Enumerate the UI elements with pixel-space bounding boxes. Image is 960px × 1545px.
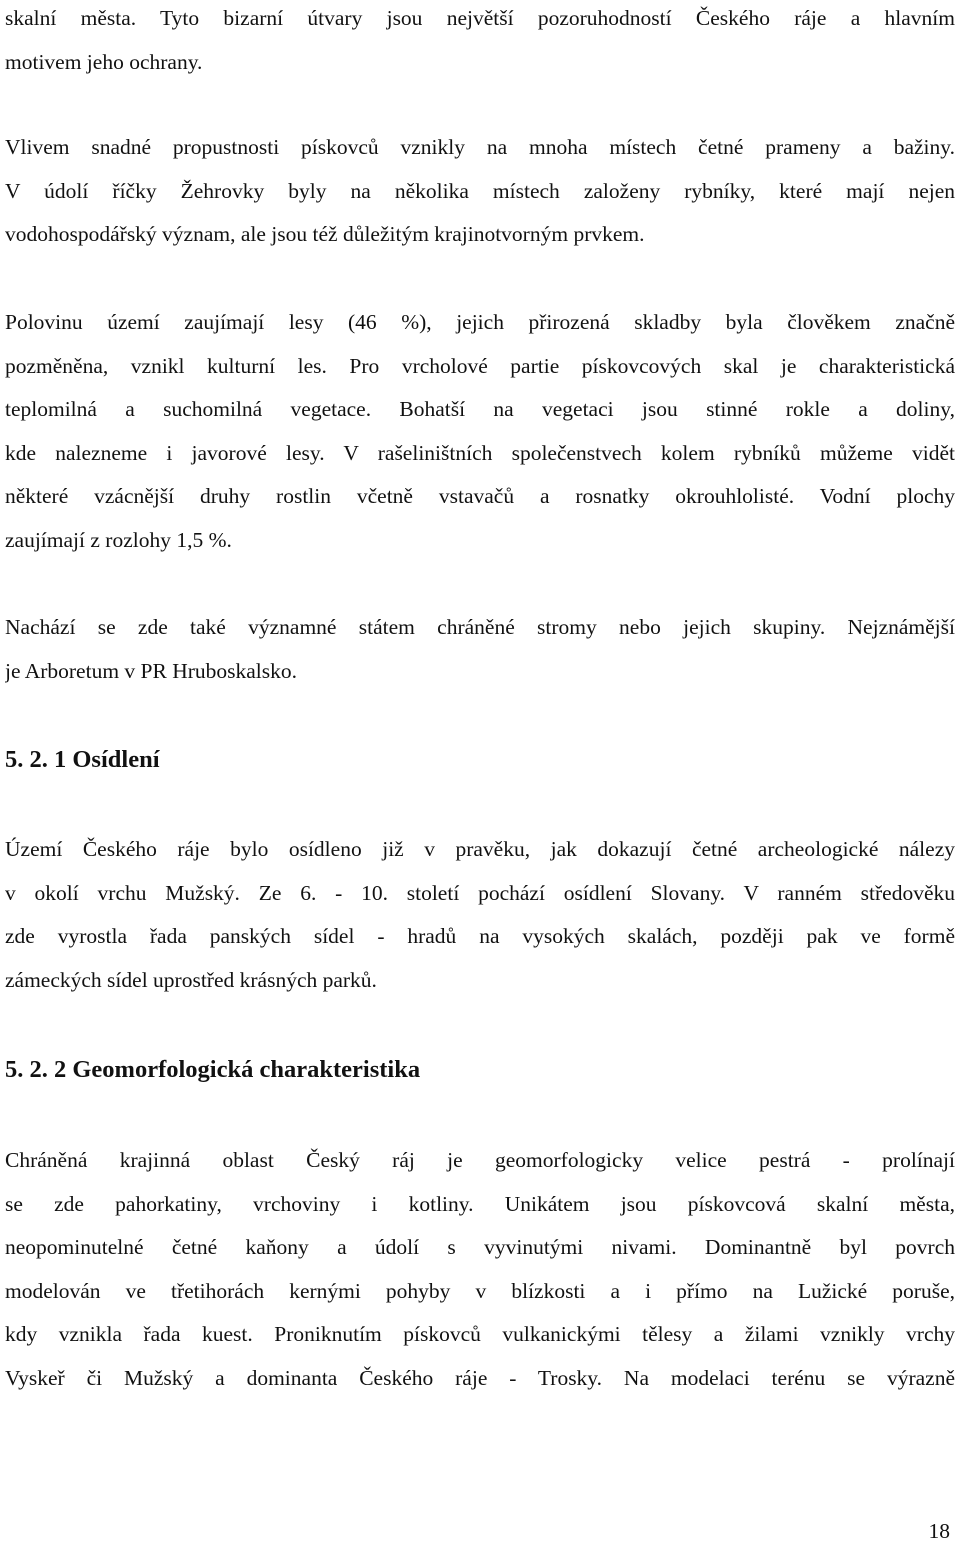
text-line: Polovinu území zaujímají lesy (46 %), jejich přirozená skladby byla člověkem značně [5,310,955,334]
text-line: se zde pahorkatiny, vrchoviny i kotliny. Unikátem jsou pískovcová skalní města, [5,1191,955,1216]
text-line: Vyskeř či Mužský a dominanta Českého ráje - Trosky. Na modelaci terénu se výrazně [5,1365,955,1390]
text-line: neopominutelné četné kaňony a údolí s vyvinutými nivami. Dominantně byl povrch [5,1235,955,1259]
paragraph-geomorfologie [5,1139,955,1400]
section-heading-geomorfologie: 5. 2. 2 Geomorfologická charakteristika [5,1056,421,1083]
text-line: kde nalezneme i javorové lesy. V rašeliništních společenstvech kolem rybníků můžeme vidět [5,440,955,465]
text-line: skalní města. Tyto bizarní útvary jsou největší pozoruhodností Českého ráje a hlavním [5,6,955,30]
text-line: Vlivem snadné propustnosti pískovců vznikly na mnoha místech četné prameny a bažiny. [5,135,955,159]
page-number: 18 [928,1519,950,1543]
text-line: Území Českého ráje bylo osídleno již v pravěku, jak dokazují četné archeologické nálezy [5,837,955,861]
text-line: kdy vznikla řada kuest. Proniknutím pískovců vulkanickými tělesy a žilami vznikly vrchy [5,1322,955,1346]
text-line: Chráněná krajinná oblast Český ráj je geomorfologicky velice pestrá - prolínají [5,1148,955,1172]
paragraph-skalni-mesta [5,0,955,84]
paragraph-prameny [5,126,955,257]
text-line: zámeckých sídel uprostřed krásných parků. [5,967,377,992]
text-line: V údolí říčky Žehrovky byly na několika místech založeny rybníky, které mají nejen [5,178,955,203]
text-line: teplomilná a suchomilná vegetace. Bohatší na vegetaci jsou stinné rokle a doliny, [5,397,955,421]
paragraph-lesy [5,301,955,562]
text-line: zaujímají z rozlohy 1,5 %. [5,527,232,552]
text-line: je Arboretum v PR Hruboskalsko. [5,658,298,683]
text-line: zde vyrostla řada panských sídel - hradů na vysokých skalách, později pak ve formě [5,924,955,948]
text-line: některé vzácnější druhy rostlin včetně vstavačů a rosnatky okrouhlolisté. Vodní plochy [5,484,955,508]
section-heading-osidleni: 5. 2. 1 Osídlení [5,746,160,773]
text-line: motivem jeho ochrany. [5,49,203,74]
text-line: Nachází se zde také významné státem chráněné stromy nebo jejich skupiny. Nejznámější [5,615,955,639]
text-line: vodohospodářský význam, ale jsou též důležitým krajinotvorným prvkem. [5,222,645,246]
paragraph-osidleni [5,828,955,1002]
text-line: modelován ve třetihorách kernými pohyby v blízkosti a i přímo na Lužické poruše, [5,1278,955,1303]
text-line: pozměněna, vznikl kulturní les. Pro vrcholové partie pískovcových skal je charakteristická [5,353,955,378]
document-page [5,0,955,1545]
text-line: v okolí vrchu Mužský. Ze 6. - 10. století pochází osídlení Slovany. V ranném středověku [5,880,955,905]
paragraph-stromy [5,606,955,693]
